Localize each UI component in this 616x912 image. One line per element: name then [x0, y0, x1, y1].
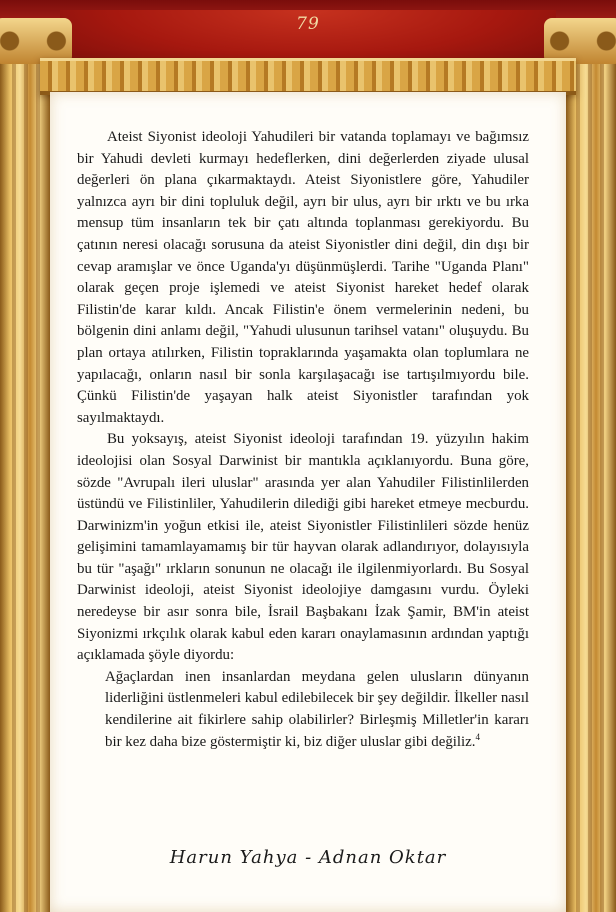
quote-block: [77, 667, 529, 753]
paragraph-1: Ateist Siyonist ideoloji Yahudileri bir vatanda toplamayı ve bağımsız bir Yahudi devleti kurmayı hedeflerken, dini değerlerden ziyade ulusal değerleri ön plana çıkarmaktaydı. Ateist Siyonistlere göre, Yahudiler yalnızca ayrı bir dini topluluk değil, ayrı bir ulus, ayrı bir ırktı ve bu ırka mensup tüm insanların tek bir çatı altında toplanması gerekiyordu. Bu çatının neresi olacağı sorusuna da ateist Siyonistler dini değil, din dışı bir cevap aramışlar ve önce Uganda'yı düşünmüşlerdi. Tarihe "Uganda Planı" olarak geçen proje işlemedi ve ateist Siyonist hareket hedef olarak Filistin'de karar kıldı. Ancak Filistin'e önem vermelerinin nedeni, bu bölgenin dini anlamı değil, "Yahudi ulusunun tarihsel vatanı" oluşuydu. Bu plan ortaya atılırken, Filistin topraklarında yaşamakta olan toplumlara ne yapılacağı, onların nasıl bir sonla karşılaşacağı ise tartışılmıyordu bile. Çünkü Filistin'de yaşayan halk ateist Siyonistler tarafından yok sayılmaktaydı.: [77, 129, 529, 426]
right-column: [566, 30, 616, 912]
paragraph-2: Bu yoksayış, ateist Siyonist ideoloji tarafından 19. yüzyılın hakim ideolojisi olan Sosyal Darwinist bir mantıkla açıklanıyordu. Buna göre, sözde "Avrupalı ileri uluslar" arasında yer alan Yahudiler Filistinlilerden üstündü ve Filistinliler, Yahudilerin dilediği gibi hareket etmeye mecburdu. Darwinizm'in yoğun etkisi ile, ateist Siyonistler Filistinlileri sözde henüz gelişimini tamamlayamamış bir tür hayvan olarak adlandırıyor, dolayısıyla bu tür "aşağı" ırkların sonunun ne olacağı ile ilgilenmiyorlardı. Bu Sosyal Darwinist ideoloji, ateist Siyonist ideolojiye damgasını vurdu. Öyleki neredeyse bir asır sonra bile, İsrail Başbakanı İzak Şamir, BM'in ateist Siyonizmi ırkçılık olarak kabul eden kararı onaylamasının ardından yaptığı açıklamada şöyle diyordu:: [77, 431, 529, 664]
golden-frieze: [40, 58, 576, 95]
page-number: 79: [296, 14, 320, 34]
quote-text: Ağaçlardan inen insanlardan meydana gelen ulusların dünyanın liderliğini üstlenmeleri kabul edilebilecek bir şey değildir. İlkeller nasıl kendilerine ait fikirlere sahip olabilirler? Birleşmiş Milletler'in kararı bir kez daha bize göstermiştir ki, biz diğer uluslar gibi değiliz.: [105, 668, 529, 750]
footnote-marker: 4: [475, 731, 481, 742]
footer-author: Harun Yahya - Adnan Oktar: [169, 847, 447, 868]
left-column: [0, 30, 50, 912]
body-text: [77, 127, 529, 753]
